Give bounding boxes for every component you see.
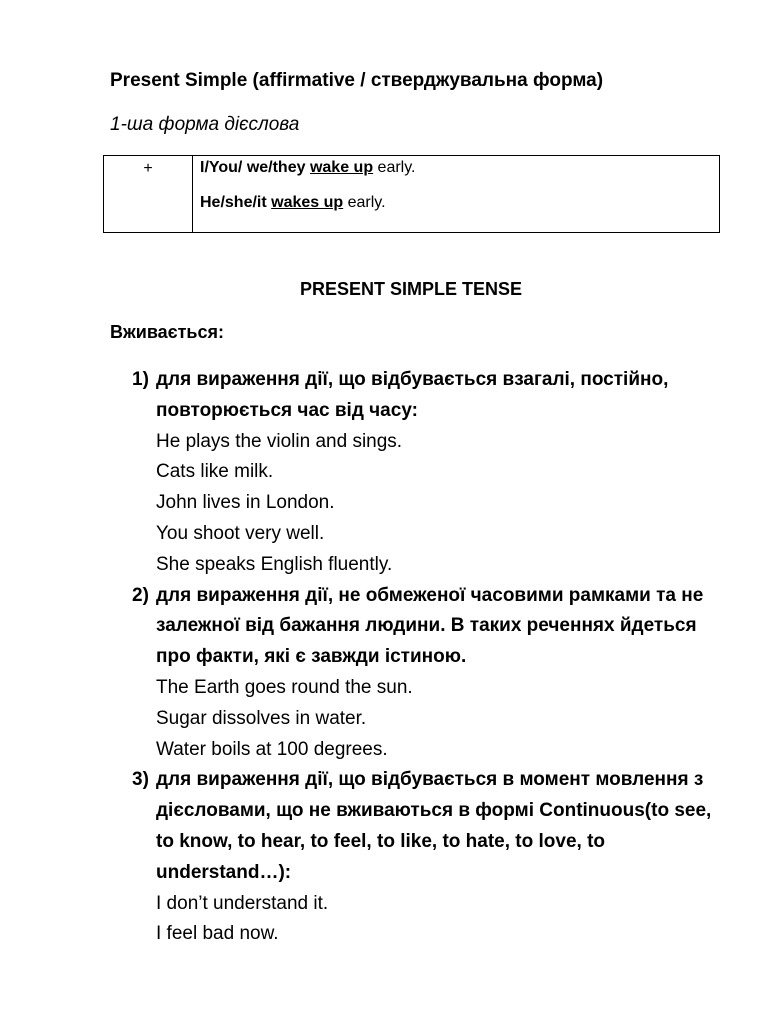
rule-line-singular — [200, 194, 719, 212]
use-description: для вираження дії, не обмеженої часовими рамками та не залежної від бажання людини. В таких реченнях йдеться про факти, які є завжди істиною. — [156, 584, 704, 668]
rule-rest: early. — [373, 159, 416, 176]
example-sentence: I feel bad now. — [156, 923, 279, 945]
section-title: PRESENT SIMPLE TENSE — [299, 279, 523, 299]
rule-subject: I/You/ we/they — [200, 159, 306, 176]
use-number: 1) — [132, 369, 149, 390]
example-sentence: He plays the violin and sings. — [156, 430, 403, 452]
rule-subject: He/she/it — [200, 194, 267, 211]
rule-rest: early. — [343, 194, 386, 211]
uses-label: Вживається: — [110, 322, 224, 342]
example-sentence: The Earth goes round the sun. — [156, 676, 413, 698]
sign-cell: + — [104, 156, 193, 233]
example-sentence: Cats like milk. — [156, 461, 274, 483]
use-description: для вираження дії, що відбувається взагалі, постійно, повторюється час від часу: — [156, 369, 669, 421]
use-item — [132, 581, 732, 766]
use-item — [132, 765, 732, 950]
example-sentence: John lives in London. — [156, 492, 335, 514]
rule-verb: wakes up — [271, 194, 344, 211]
uses-list — [132, 365, 732, 950]
formula-table — [103, 155, 720, 233]
page-heading: Present Simple (affirmative / стверджувальна форма) — [110, 70, 604, 91]
use-number: 3) — [132, 769, 149, 791]
page-subheading: 1-ша форма дієслова — [110, 114, 300, 135]
formula-row — [104, 156, 720, 233]
use-number: 2) — [132, 584, 149, 606]
example-sentence: Sugar dissolves in water. — [156, 707, 367, 729]
example-sentence: You shoot very well. — [156, 522, 325, 544]
use-item — [132, 365, 732, 581]
use-description: для вираження дії, що відбувається в момент мовлення з дієсловами, що не вживаються в формі Continuous(to see, to know, to hear, to feel, to like, to hate, to love, to understand…): — [156, 769, 712, 883]
example-sentence: She speaks English fluently. — [156, 553, 393, 575]
rule-cell — [193, 156, 720, 233]
example-sentence: I don’t understand it. — [156, 892, 329, 914]
rule-line-plural — [200, 159, 719, 177]
rule-verb: wake up — [309, 159, 374, 176]
example-sentence: Water boils at 100 degrees. — [156, 738, 388, 760]
